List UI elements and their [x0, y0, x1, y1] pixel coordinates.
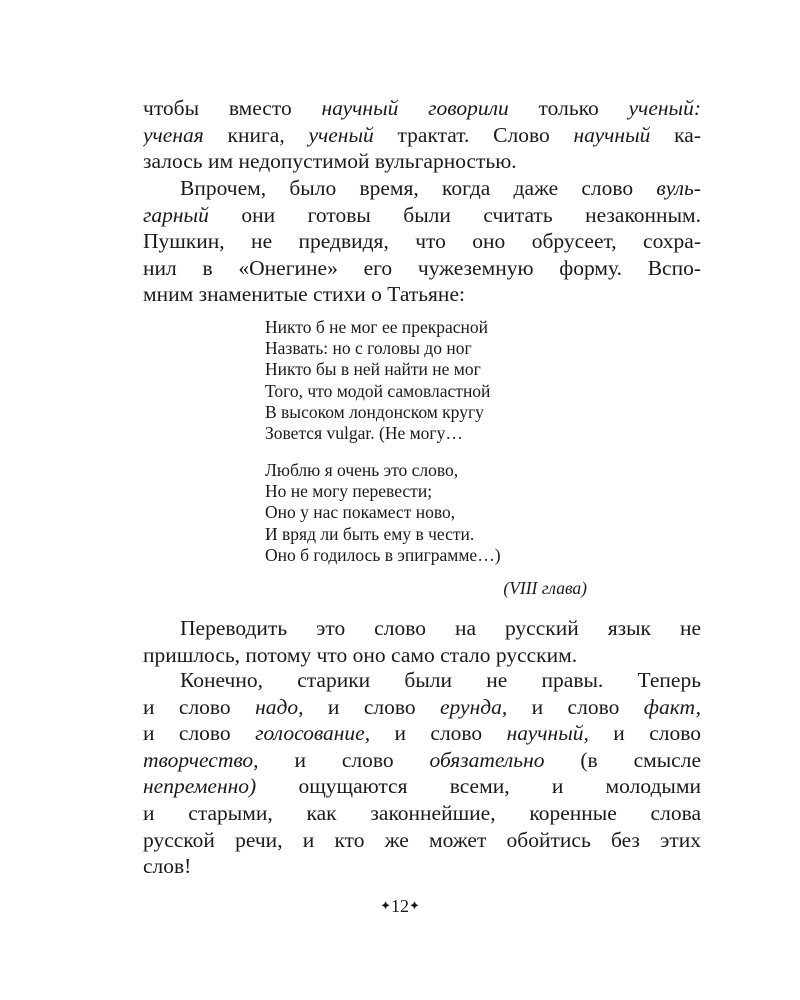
ornament-right-icon: ✦ — [409, 898, 420, 913]
text-line — [143, 747, 701, 774]
text-run: и слово — [588, 721, 701, 746]
paragraph-1 — [143, 95, 701, 175]
text-line — [143, 720, 701, 747]
verse-line: Но не могу перевести; — [265, 481, 433, 502]
verse-line: Назвать: но с головы до ног — [265, 338, 472, 359]
italic-word: непременно) — [143, 774, 257, 799]
italic-word: факт, — [643, 694, 701, 719]
text-line: и старыми, как законнейшие, коренные слова — [143, 800, 701, 825]
text-run: Впрочем, было время, когда даже слово — [180, 176, 657, 200]
text-line — [143, 122, 701, 149]
verse-line: Никто бы в ней найти не мог — [265, 359, 481, 380]
text-run: и слово — [303, 694, 441, 719]
poem-source: (VIII глава) — [503, 578, 587, 598]
text-line — [143, 95, 701, 122]
text-run: ка- — [650, 122, 701, 147]
text-line — [143, 773, 701, 800]
italic-word: вуль- — [656, 176, 701, 200]
text-line: мним знаменитые стихи о Татьяне: — [143, 282, 465, 307]
italic-word: голосование, — [255, 721, 371, 746]
text-run: они готовы были считать незаконным. — [208, 202, 701, 227]
verse-line: Люблю я очень это слово, — [265, 460, 459, 480]
text-line: пришлось, потому что оно само стало русским. — [143, 642, 578, 667]
poem-stanza-1 — [265, 317, 595, 444]
text-line — [143, 202, 701, 229]
italic-word: научный говорили — [321, 96, 509, 120]
text-run: только — [508, 96, 629, 120]
text-line: Переводить это слово на русский язык не — [180, 616, 701, 640]
page-footer — [0, 894, 800, 918]
verse-line: Того, что модой самовластной — [265, 380, 491, 401]
text-run: и слово — [370, 721, 507, 746]
paragraph-2 — [143, 175, 701, 308]
verse-line: Оно у нас покамест ново, — [265, 502, 456, 523]
text-line: Пушкин, не предвидя, что оно обрусеет, сохра- — [143, 229, 701, 254]
italic-word: творчество, — [143, 747, 259, 772]
poem-stanza-2 — [265, 460, 595, 566]
italic-word: научный — [573, 122, 651, 147]
text-run: и слово — [507, 694, 644, 719]
text-line: Конечно, старики были не правы. Теперь — [180, 668, 701, 692]
italic-word: ерунда, — [440, 694, 508, 719]
text-line: залось им недопустимой вульгарностью. — [143, 149, 517, 174]
verse-line: Зовется vulgar. (Не могу… — [265, 422, 463, 443]
italic-word: гарный — [143, 202, 209, 227]
italic-word: научный, — [506, 721, 589, 746]
italic-word: ученый: — [628, 96, 701, 120]
text-line: слов! — [143, 854, 192, 879]
text-line — [143, 694, 701, 721]
text-run: и слово — [143, 721, 256, 746]
verse-line: Оно б годилось в эпиграмме…) — [265, 544, 501, 565]
paragraph-4 — [143, 667, 701, 880]
text-line: русской речи, и кто же может обойтись без этих — [143, 827, 701, 852]
verse-line: В высоком лондонском кругу — [265, 401, 484, 422]
verse-line: Никто б не мог ее прекрасной — [265, 317, 489, 337]
italic-word: обязательно — [429, 747, 545, 772]
text-run: книга, — [203, 122, 309, 147]
italic-word: надо, — [255, 694, 304, 719]
italic-word: ученый — [308, 122, 374, 147]
verse-line: И вряд ли быть ему в чести. — [265, 523, 475, 544]
text-run: (в смысле — [544, 747, 701, 772]
text-line: нил в «Онегине» его чужеземную форму. Вспо- — [143, 255, 701, 280]
text-run: ощущаются всеми, и молодыми — [256, 774, 701, 799]
text-run: чтобы вместо — [143, 96, 322, 120]
text-run: и слово — [258, 747, 430, 772]
ornament-left-icon: ✦ — [380, 898, 391, 913]
paragraph-3 — [143, 615, 701, 668]
text-run: трактат. Слово — [373, 122, 574, 147]
page-number: 12 — [391, 896, 409, 916]
italic-word: ученая — [143, 122, 204, 147]
text-line — [143, 175, 701, 202]
text-run: и слово — [143, 694, 256, 719]
